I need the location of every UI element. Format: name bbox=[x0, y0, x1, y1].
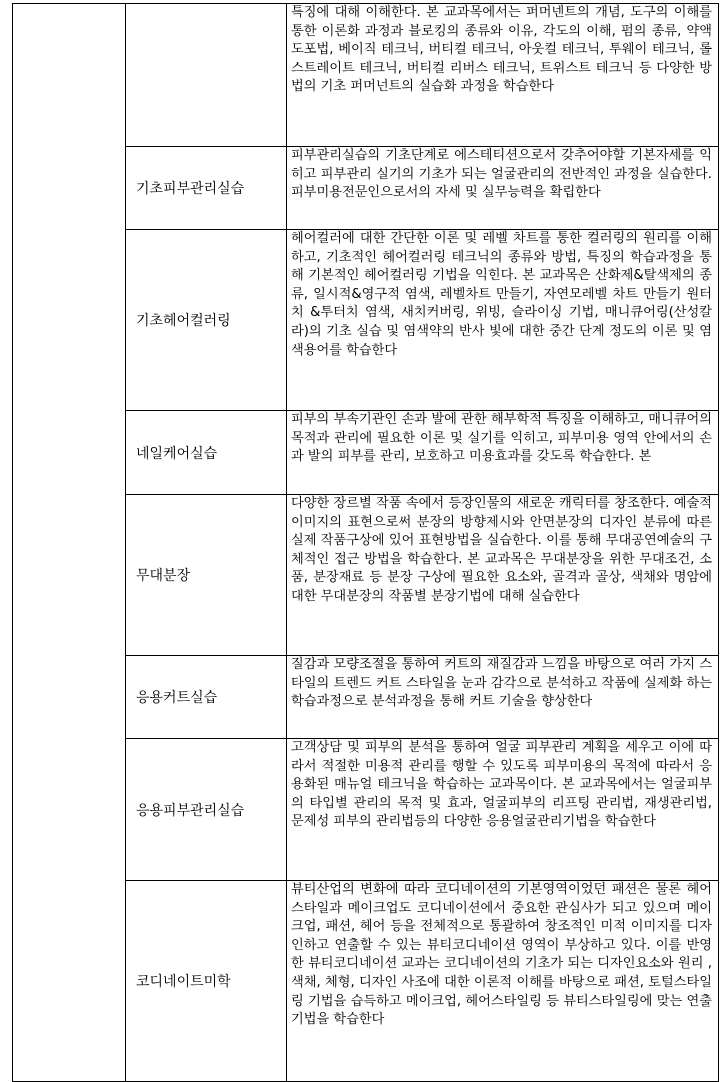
course-description bbox=[287, 495, 719, 656]
course-name bbox=[126, 4, 287, 147]
course-description bbox=[287, 147, 719, 230]
description-text: 피부의 부속기관인 손과 발에 관한 해부학적 특징을 이해하고, 매니큐어의 목적과 관리에 필요한 이론 및 실기를 익히고, 피부미용 영역 안에서의 손과 발의 피부를 관리, 보호하고 미용효과를 갖도록 학습한다. 본 bbox=[291, 412, 712, 465]
course-description bbox=[287, 656, 719, 739]
category-cell bbox=[13, 4, 126, 1082]
description-text: 특징에 대해 이해한다. 본 교과목에서는 퍼머넨트의 개념, 도구의 이해를 통한 이론화 과정과 블로킹의 종류와 이유, 각도의 이해, 펌의 종류, 약액 도포법, 베이직 테크닉, 버티컬 테크닉, 아웃컬 테크닉, 투웨이 테크닉, 롤 스트레이트 테크닉, 버티컬 리버스 테크닉, 트위스트 테크닉 등 다양한 방법의 기초 퍼머넌트의 실습화 과정을 학습한다 bbox=[291, 5, 712, 95]
course-description bbox=[287, 881, 719, 1082]
course-name: 응용피부관리실습 bbox=[126, 739, 287, 881]
description-text: 고객상담 및 피부의 분석을 통하여 얼굴 피부관리 계획을 세우고 이에 따라서 적절한 미용적 관리를 행할 수 있도록 피부미용의 목적에 따라서 응용화된 매뉴얼 테크닉을 학습하는 교과목이다. 본 교과목에서는 얼굴피부의 타입별 관리의 목적 및 효과, 얼굴피부의 리프팅 관리법, 재생관리법, 문제성 피부의 관리법등의 다양한 응용얼굴관리기법을 학습한다 bbox=[291, 740, 712, 830]
table-row bbox=[13, 4, 719, 147]
description-text: 뷰티산업의 변화에 따라 코디네이션의 기본영역이었던 패션은 물론 헤어스타일과 메이크업도 코디네이션에서 중요한 관심사가 되고 있으며 메이크업, 패션, 헤어 등을 전체적으로 통괄하여 창조적인 미적 이미지를 디자인하고 연출할 수 있는 뷰티코디네이션 영역이 부상하고 있다. 이를 반영한 뷰티코디네이션 교과는 코디네이션의 기초가 되는 디자인요소와 원리 ,색채, 체형, 디자인 사조에 대한 이론적 이해를 바탕으로 패션, 토털스타일링 기법을 습득하고 메이크업, 헤어스타일링 등 뷰티스타일링에 맞는 연출기법을 학습한다 bbox=[291, 882, 712, 1028]
course-description bbox=[287, 739, 719, 881]
description-text: 질감과 모량조절을 통하여 커트의 재질감과 느낌을 바탕으로 여러 가지 스타일의 트렌드 커트 스타일을 눈과 감각으로 분석하고 작품에 실제화 하는 학습과정으로 분석과정을 통해 커트 기술을 향상한다 bbox=[291, 657, 712, 710]
curriculum-table bbox=[12, 3, 719, 1082]
course-description bbox=[287, 230, 719, 411]
description-text: 피부관리실습의 기초단계로 에스테티션으로서 갖추어야할 기본자세를 익히고 피부관리 실기의 기초가 되는 얼굴관리의 전반적인 과정을 실습한다. 피부미용전문인으로서의 자세 및 실무능력을 확립한다 bbox=[291, 148, 712, 201]
course-name: 코디네이트미학 bbox=[126, 881, 287, 1082]
description-text: 헤어컬러에 대한 간단한 이론 및 레벨 차트를 통한 컬러링의 원리를 이해하고, 기초적인 헤어컬러링 테크닉의 종류와 방법, 특징의 학습과정을 통해 기본적인 헤어컬러링 기법을 익힌다. 본 교과목은 산화제&탈색제의 종류, 일시적&영구적 염색, 레벨차트 만들기, 자연모레벨 차트 만들기 원터치 &투터치 염색, 새치커버링, 위빙, 슬라이싱 기법, 매니큐어링(산성칼라)의 기초 실습 및 염색약의 반사 빛에 대한 중간 단계 정도의 이론 및 염색용어를 학습한다 bbox=[291, 231, 712, 358]
course-name: 네일케어실습 bbox=[126, 411, 287, 495]
course-name: 무대분장 bbox=[126, 495, 287, 656]
course-description bbox=[287, 4, 719, 147]
course-description bbox=[287, 411, 719, 495]
description-text: 다양한 장르별 작품 속에서 등장인물의 새로운 캐릭터를 창조한다. 예술적 이미지의 표현으로써 분장의 방향제시와 안면분장의 디자인 분류에 따른 실제 작품구상에 있어 표현방법을 실습한다. 이를 통해 무대공연예술의 구체적인 접근 방법을 학습한다. 본 교과목은 무대분장을 위한 무대조건, 소품, 분장재료 등 분장 구상에 필요한 요소와, 골격과 골상, 색채와 명암에 대한 무대분장의 작품별 분장기법에 대해 실습한다 bbox=[291, 496, 712, 604]
course-name: 기초헤어컬러링 bbox=[126, 230, 287, 411]
course-name: 기초피부관리실습 bbox=[126, 147, 287, 230]
course-name: 응용커트실습 bbox=[126, 656, 287, 739]
